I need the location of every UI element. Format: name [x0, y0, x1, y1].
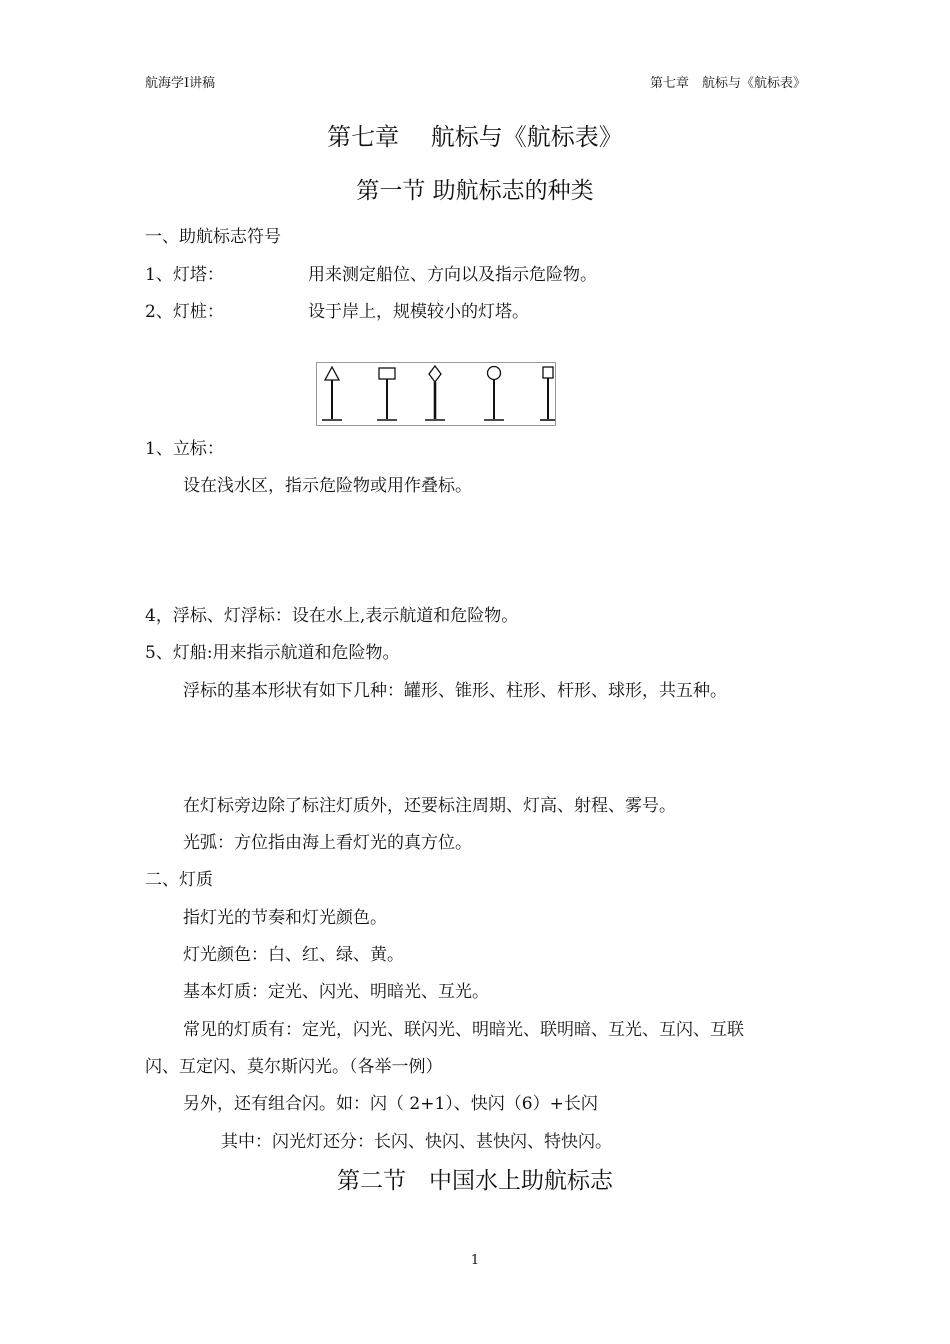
beacon-label: 1、立标： [145, 439, 224, 459]
lightbeacon-label: 2、灯桩： [145, 302, 224, 322]
part2-heading: 二、灯质 [145, 870, 213, 890]
lightship-line: 5、灯船:用来指示航道和危险物。 [145, 643, 400, 663]
small-square-top-beacon-icon [540, 367, 555, 420]
common-characters-line2: 闪、互定闪、莫尔斯闪光。（各举一例） [145, 1057, 443, 1077]
flash-types-line: 其中：闪光灯还分：长闪、快闪、甚快闪、特快闪。 [221, 1132, 612, 1152]
section-title: 第一节 助航标志的种类 [356, 178, 594, 204]
page-number: 1 [470, 1253, 480, 1268]
light-arc-line: 光弧：方位指由海上看灯光的真方位。 [183, 833, 472, 853]
header-left: 航海学Ⅰ讲稿 [145, 76, 216, 91]
basic-characters-line: 基本灯质：定光、闪光、明暗光、互光。 [183, 982, 489, 1002]
beacon-symbols-figure [316, 362, 556, 426]
header-right: 第七章 航标与《航标表》 [649, 76, 806, 91]
buoy-line: 4，浮标、灯浮标：设在水上,表示航道和危险物。 [145, 606, 519, 626]
beacon-desc: 设在浅水区，指示危险物或用作叠标。 [183, 476, 472, 496]
lighthouse-label: 1、灯塔： [145, 265, 224, 285]
diamond-top-beacon-icon [425, 366, 445, 420]
lighthouse-desc: 用来测定船位、方向以及指示危险物。 [308, 265, 597, 285]
circle-top-beacon-icon [484, 367, 504, 421]
buoy-shapes-line: 浮标的基本形状有如下几种：罐形、锥形、柱形、杆形、球形，共五种。 [183, 681, 727, 701]
combined-flash-line: 另外，还有组合闪。如：闪（ 2+1）、快闪（6）+长闪 [183, 1094, 598, 1114]
light-character-definition: 指灯光的节奏和灯光颜色。 [183, 908, 387, 928]
common-characters-line1: 常见的灯质有：定光，闪光、联闪光、明暗光、联明暗、互光、互闪、互联 [183, 1020, 744, 1040]
lightbeacon-desc: 设于岸上，规模较小的灯塔。 [308, 302, 529, 322]
square-top-beacon-icon [377, 368, 397, 420]
annotation-line: 在灯标旁边除了标注灯质外，还要标注周期、灯高、射程、雾号。 [183, 796, 676, 816]
part1-heading: 一、助航标志符号 [145, 227, 281, 247]
triangle-top-beacon-icon [322, 367, 342, 420]
chapter-title: 第七章 航标与《航标表》 [327, 123, 623, 151]
section2-title: 第二节 中国水上助航标志 [337, 1168, 613, 1194]
light-colors-line: 灯光颜色：白、红、绿、黄。 [183, 945, 404, 965]
